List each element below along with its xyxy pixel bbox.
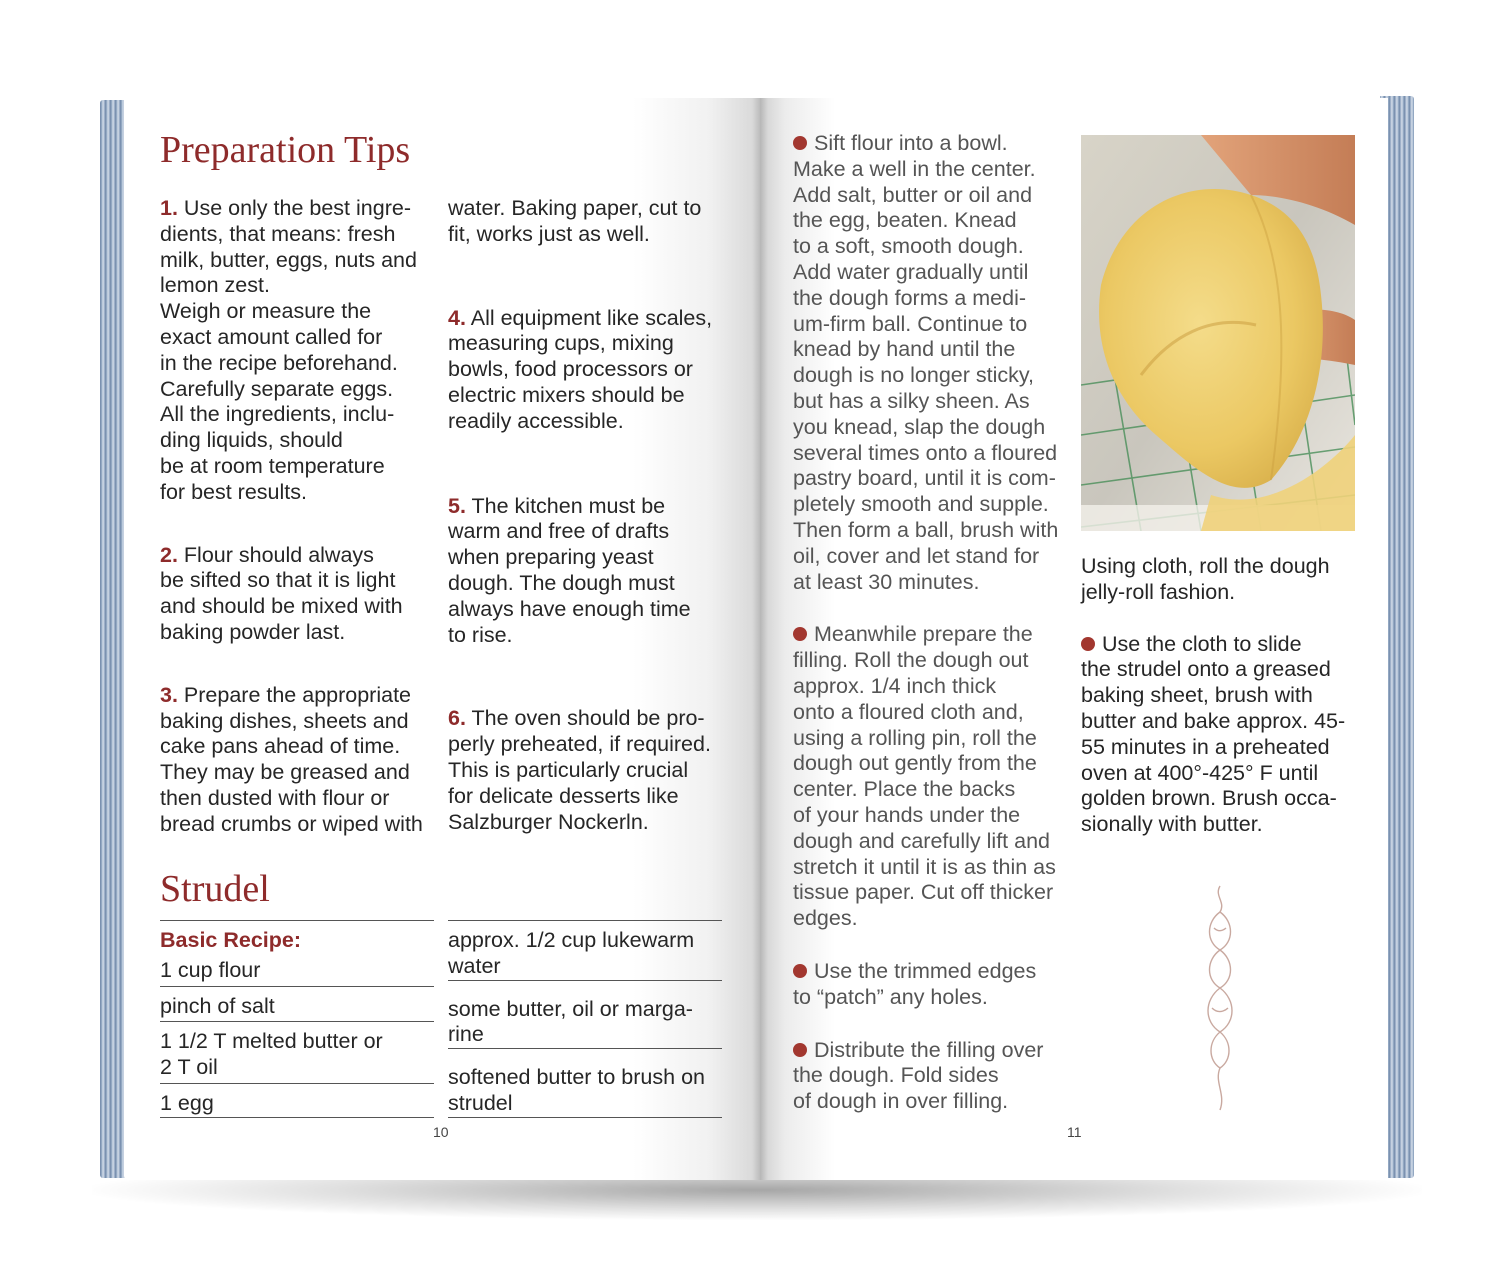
bullet-icon bbox=[1081, 637, 1095, 651]
bullet-icon bbox=[793, 627, 807, 641]
photo-caption-and-final-step bbox=[1081, 554, 1366, 838]
page-number-right: 11 bbox=[1067, 1124, 1082, 1140]
tip-2: 2. Flour should always be sifted so that it is light and should be mixed with baking powder last. bbox=[160, 542, 403, 644]
tip-5: 5. The kitchen must be warm and free of drafts when preparing yeast dough. The dough must always have enough time to rise. bbox=[448, 493, 691, 647]
photo-caption: Using cloth, roll the dough jelly-roll fashion. bbox=[1081, 554, 1330, 604]
tip-1: 1. Use only the best ingre- dients, that means: fresh milk, butter, eggs, nuts and lemon zest. Weigh or measure the exact amount called for in the recipe beforehand. Carefully separate eggs. All the ingredients, inclu- ding liquids, should be at room temperature for best results. bbox=[160, 196, 417, 504]
dough-photo bbox=[1081, 135, 1355, 531]
tip-6: 6. The oven should be pro- perly preheated, if required. This is particularly crucial for delicate desserts like Salzburger Nockerln. bbox=[448, 706, 711, 834]
preparation-tips-heading: Preparation Tips bbox=[160, 129, 411, 171]
step-4: Distribute the filling over the dough. Fold sides of dough in over filling. bbox=[793, 1037, 1044, 1114]
ornament-icon bbox=[1200, 882, 1240, 1114]
book-gutter bbox=[752, 98, 768, 1180]
bullet-icon bbox=[793, 1043, 807, 1057]
strudel-heading: Strudel bbox=[160, 868, 270, 910]
tips-column-1 bbox=[160, 196, 440, 838]
tip-3-continued: water. Baking paper, cut to fit, works just as well. bbox=[448, 196, 702, 246]
tip-3: 3. Prepare the appropriate baking dishes, sheets and cake pans ahead of time. They may be greased and then dusted with flour or bread crumbs or wiped with bbox=[160, 682, 423, 836]
ingredient-item: some butter, oil or marga- rine bbox=[448, 980, 722, 1049]
step-3: Use the trimmed edges to “patch” any holes. bbox=[793, 958, 1037, 1009]
tips-column-2 bbox=[448, 196, 738, 835]
bullet-icon bbox=[793, 136, 807, 150]
page-number-left: 10 bbox=[433, 1124, 449, 1140]
step-1: Sift flour into a bowl. Make a well in the center. Add salt, butter or oil and the egg, beaten. Knead to a soft, smooth dough. Add water gradually until the dough forms a medi- um-firm ball. Continue to knead by hand until the dough is no longer sticky, but has a silky sheen. As you knead, slap the dough several times onto a floured pastry board, until it is com- pletely smooth and supple. Then form a ball, brush with oil, cover and let stand for at least 30 minutes. bbox=[793, 131, 1059, 594]
ingredient-item: softened butter to brush on strudel bbox=[448, 1048, 722, 1118]
ingredient-item: approx. 1/2 cup lukewarm water bbox=[448, 920, 722, 980]
ingredients-column-2 bbox=[448, 920, 722, 1118]
ingredient-item: 1 1/2 T melted butter or 2 T oil bbox=[160, 1021, 434, 1083]
step-5: Use the cloth to slide the strudel onto a greased baking sheet, brush with butter and bake approx. 45- 55 minutes in a preheated oven at 400°-425° F until golden brown. Brush occa- sionally with butter. bbox=[1081, 631, 1346, 837]
bullet-icon bbox=[793, 964, 807, 978]
dough-photo-image bbox=[1081, 135, 1355, 531]
ingredient-item: 1 egg bbox=[160, 1083, 434, 1118]
tip-4: 4. All equipment like scales, measuring cups, mixing bowls, food processors or electric mixers should be readily accessible. bbox=[448, 305, 713, 433]
step-2: Meanwhile prepare the filling. Roll the dough out approx. 1/4 inch thick onto a floured cloth and, using a rolling pin, roll the dough out gently from the center. Place the backs of your hands under the dough and carefully lift and stretch it until it is as thin as tissue paper. Cut off thicker edges. bbox=[793, 622, 1056, 931]
ingredient-item: pinch of salt bbox=[160, 986, 434, 1022]
basic-recipe-label: Basic Recipe: bbox=[160, 920, 434, 958]
ingredient-item: 1 cup flour bbox=[160, 957, 261, 982]
ingredients-column-1 bbox=[160, 920, 434, 1118]
steps-column bbox=[793, 131, 1078, 1115]
